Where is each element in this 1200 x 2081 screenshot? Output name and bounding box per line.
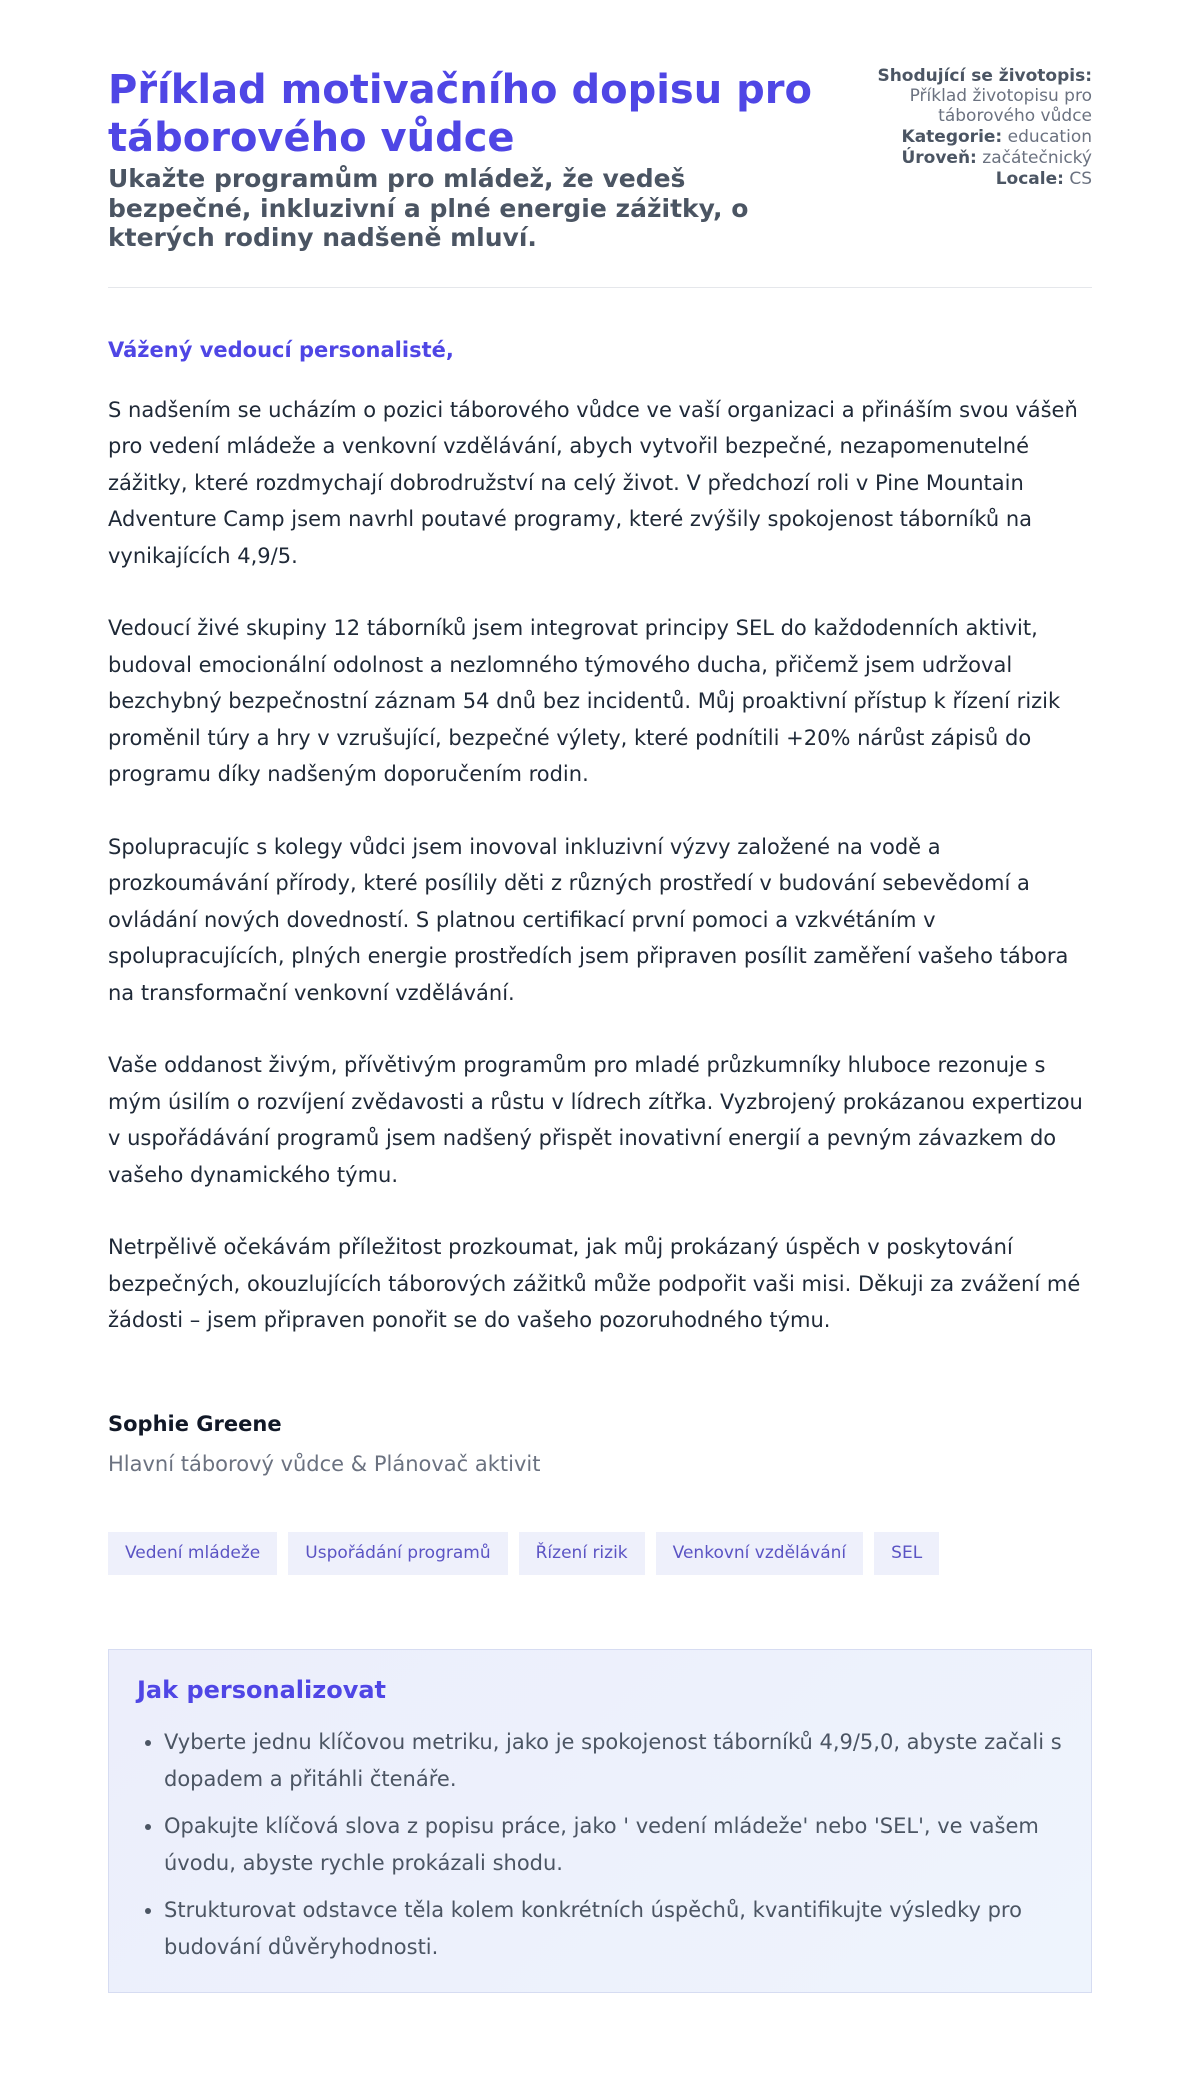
letter-salutation: Vážený vedoucí personalisté,: [108, 337, 454, 362]
skill-tag: Uspořádání programů: [288, 1532, 507, 1575]
tip-item: • Strukturovat odstavce těla kolem konkrétních úspěchů, kvantifikujte výsledky pro budování důvěryhodnosti.: [164, 1892, 1063, 1966]
page-header: [108, 66, 1092, 288]
meta-resume-label: Shodující se životopis:: [877, 66, 1092, 86]
skill-tag: Vedení mládeže: [108, 1532, 277, 1575]
meta-resume: [852, 66, 1092, 126]
meta-category: [852, 127, 1092, 147]
letter-paragraph: S nadšením se ucházím o pozici táborového vůdce ve vaší organizaci a přináším svou vášeň pro vedení mládeže a venkovní vzdělávání, abych vytvořil bezpečné, nezapomenutelné zážitky, které rozdmychají dobrodružství na celý život. V předchozí roli v Pine Mountain Adventure Camp jsem navrhl poutavé programy, které zvýšily spokojenost táborníků na vynikajících 4,9/5.: [108, 397, 1078, 568]
meta-level-value: začátečnický: [982, 148, 1092, 169]
meta-panel: [852, 66, 1092, 190]
letter-paragraph: Spolupracujíc s kolegy vůdci jsem inovoval inkluzivní výzvy založené na vodě a prozkoumávání přírody, které posílily děti z různých prostředí v budování sebevědomí a ovládání nových dovedností. S platnou certifikací první pomoci a vzkvétáním v spolupracujících, plných energie prostředích jsem připraven posílit zaměření vašeho tábora na transformační venkovní vzdělávání.: [108, 834, 1069, 1005]
tips-list: [137, 1724, 1063, 1966]
letter-body: [108, 338, 1092, 1476]
signature-block: [108, 1412, 1092, 1476]
header-titles: [108, 66, 828, 253]
personalize-tips-box: [108, 1649, 1092, 1993]
meta-level: [852, 148, 1092, 168]
letter-paragraph: Vaše oddanost živým, přívětivým programům pro mladé průzkumníky hluboce rezonuje s mým úsilím o rozvíjení zvědavosti a růstu v lídrech zítřka. Vyzbrojený prokázanou expertizou v uspořádávání programů jsem nadšený přispět inovativní energií a pevným závazkem do vašeho dynamického týmu.: [108, 1053, 1083, 1187]
tips-title: Jak personalizovat: [137, 1675, 387, 1704]
skill-tags: [108, 1532, 1092, 1575]
page-subtitle: Ukažte programům pro mládež, že vedeš bezpečné, inkluzivní a plné energie zážitky, o kterých rodiny nadšeně mluví.: [108, 164, 749, 252]
signature-role: Hlavní táborový vůdce & Plánovač aktivit: [108, 1451, 541, 1476]
skill-tag: Řízení rizik: [519, 1532, 645, 1575]
tip-item: • Vyberte jednu klíčovou metriku, jako je spokojenost táborníků 4,9/5,0, abyste začali s dopadem a přitáhli čtenáře.: [164, 1724, 1063, 1798]
page-title: Příklad motivačního dopisu pro táborového vůdce: [108, 67, 812, 161]
skill-tag: SEL: [874, 1532, 939, 1575]
signature-name: Sophie Greene: [108, 1411, 282, 1436]
meta-locale-label: Locale:: [995, 169, 1064, 190]
meta-category-value: education: [1007, 127, 1092, 148]
meta-category-label: Kategorie:: [901, 127, 1003, 148]
meta-locale-value: CS: [1069, 169, 1092, 190]
letter-paragraph: Vedoucí živé skupiny 12 táborníků jsem integrovat principy SEL do každodenních aktivit, budoval emocionální odolnost a nezlomného týmového ducha, přičemž jsem udržoval bezchybný bezpečnostní záznam 54 dnů bez incidentů. Můj proaktivní přístup k řízení rizik proměnil túry a hry v vzrušující, bezpečné výlety, které podnítili +20% nárůst zápisů do programu díky nadšeným doporučením rodin.: [108, 616, 1061, 786]
meta-resume-link[interactable]: Příklad životopisu pro táborového vůdce: [909, 86, 1092, 127]
meta-locale: [852, 169, 1092, 189]
tip-item: • Opakujte klíčová slova z popisu práce, jako ' vedení mládeže' nebo 'SEL', ve vašem úvodu, abyste rychle prokázali shodu.: [164, 1808, 1063, 1882]
meta-level-label: Úroveň:: [901, 148, 977, 169]
skill-tag: Venkovní vzdělávání: [656, 1532, 864, 1575]
letter-paragraph: Netrpělivě očekávám příležitost prozkoumat, jak můj prokázaný úspěch v poskytování bezpečných, okouzlujících táborových zážitků může podpořit vaši misi. Děkuji za zvážení mé žádosti – jsem připraven ponořit se do vašeho pozoruhodného týmu.: [108, 1235, 1081, 1332]
